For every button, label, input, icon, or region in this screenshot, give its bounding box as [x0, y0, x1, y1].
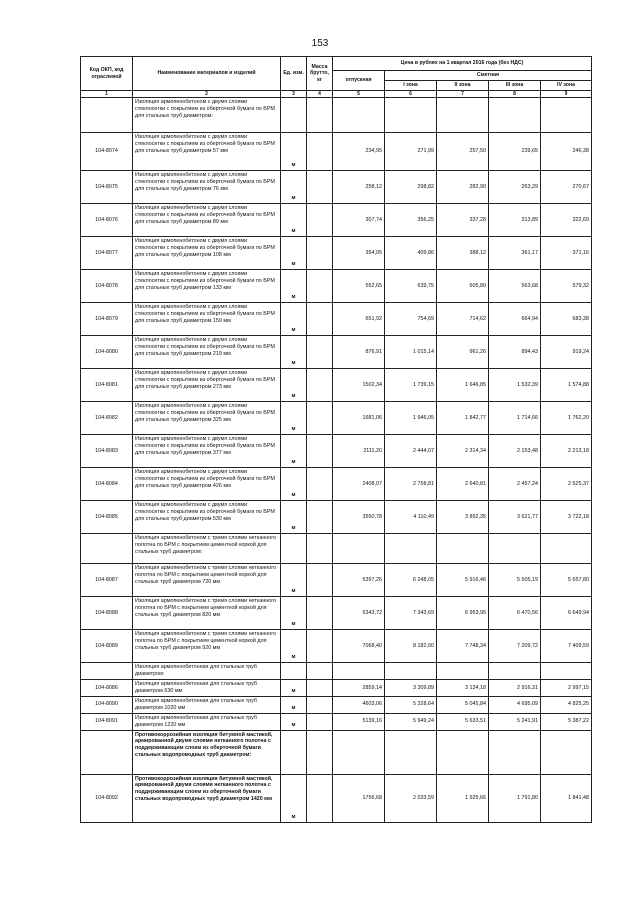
row-code: 104-8083	[81, 435, 133, 468]
row-code: 104-8088	[81, 597, 133, 630]
row-zone-1-price: 1 946,05	[385, 402, 437, 435]
row-release-price: 1681,06	[333, 402, 385, 435]
row-code: 104-8079	[81, 303, 133, 336]
row-zone-4-price: 579,32	[541, 270, 592, 303]
row-zone-4-price: 5 387,22	[541, 713, 592, 730]
table-row	[81, 336, 592, 369]
row-mass	[307, 336, 333, 369]
row-unit: м	[281, 336, 307, 369]
row-name: Изоляция армопенобетоном с двумя слоями стеклосетки с покрытием из оберточной бумаги по БРМ для стальных труб диаметром 530 мм	[133, 501, 281, 534]
row-zone-3-price: 263,29	[489, 171, 541, 204]
row-unit	[281, 730, 307, 774]
row-zone-4-price	[541, 98, 592, 133]
row-mass	[307, 171, 333, 204]
column-number: 1	[81, 91, 133, 98]
column-number: 7	[437, 91, 489, 98]
row-code: 104-8080	[81, 336, 133, 369]
table-row	[81, 730, 592, 774]
header-zone-4: IV зона	[541, 81, 592, 91]
row-zone-2-price: 3 892,35	[437, 501, 489, 534]
row-release-price: 2111,20	[333, 435, 385, 468]
table-row	[81, 171, 592, 204]
header-zone-3: III зона	[489, 81, 541, 91]
row-unit: м	[281, 680, 307, 697]
row-unit: м	[281, 303, 307, 336]
row-zone-4-price: 2 525,37	[541, 468, 592, 501]
row-release-price	[333, 534, 385, 564]
row-unit: м	[281, 435, 307, 468]
row-zone-1-price: 271,99	[385, 133, 437, 171]
header-code: Код ОКП, код отраслевой	[81, 57, 133, 91]
row-zone-3-price: 5 505,19	[489, 564, 541, 597]
table-row	[81, 680, 592, 697]
row-zone-1-price: 298,82	[385, 171, 437, 204]
row-release-price: 3550,78	[333, 501, 385, 534]
row-zone-4-price: 6 649,94	[541, 597, 592, 630]
row-unit: м	[281, 713, 307, 730]
row-release-price: 307,74	[333, 204, 385, 237]
row-mass	[307, 697, 333, 714]
row-mass	[307, 774, 333, 822]
row-zone-2-price: 961,26	[437, 336, 489, 369]
row-release-price: 1502,34	[333, 369, 385, 402]
row-zone-1-price: 2 033,59	[385, 774, 437, 822]
row-release-price: 876,91	[333, 336, 385, 369]
row-zone-1-price: 7 343,69	[385, 597, 437, 630]
row-zone-4-price: 7 409,59	[541, 630, 592, 663]
row-zone-1-price: 5 328,64	[385, 697, 437, 714]
row-zone-1-price: 2 444,07	[385, 435, 437, 468]
row-code: 104-8086	[81, 680, 133, 697]
header-price-title: Цена в рублях на 1 квартал 2016 года (без НДС)	[333, 57, 592, 71]
row-zone-3-price: 239,65	[489, 133, 541, 171]
row-release-price: 258,12	[333, 171, 385, 204]
row-zone-2-price	[437, 663, 489, 680]
row-zone-4-price: 1 574,88	[541, 369, 592, 402]
row-zone-1-price: 1 015,14	[385, 336, 437, 369]
row-release-price: 651,92	[333, 303, 385, 336]
table-row	[81, 501, 592, 534]
row-zone-3-price: 664,94	[489, 303, 541, 336]
column-number: 6	[385, 91, 437, 98]
row-zone-4-price	[541, 663, 592, 680]
row-release-price: 6343,72	[333, 597, 385, 630]
row-zone-4-price: 3 722,18	[541, 501, 592, 534]
row-code	[81, 663, 133, 680]
column-number: 8	[489, 91, 541, 98]
row-code: 104-8091	[81, 713, 133, 730]
row-name: Изоляция армопенобетоном с тремя слоями нетканного полотна по БРМ с покрытием цементной коркой для стальных труб диаметром:	[133, 534, 281, 564]
row-zone-2-price: 1 925,66	[437, 774, 489, 822]
row-code: 104-8084	[81, 468, 133, 501]
row-zone-4-price	[541, 730, 592, 774]
row-mass	[307, 730, 333, 774]
header-estimate: Сметная	[385, 71, 592, 81]
row-zone-4-price: 1 841,48	[541, 774, 592, 822]
row-mass	[307, 630, 333, 663]
row-mass	[307, 237, 333, 270]
row-zone-3-price: 4 695,09	[489, 697, 541, 714]
row-unit: м	[281, 774, 307, 822]
row-zone-2-price: 6 953,95	[437, 597, 489, 630]
row-unit: м	[281, 630, 307, 663]
row-zone-4-price: 5 657,80	[541, 564, 592, 597]
row-code: 104-8077	[81, 237, 133, 270]
row-zone-3-price: 6 470,56	[489, 597, 541, 630]
row-zone-3-price	[489, 730, 541, 774]
row-mass	[307, 663, 333, 680]
row-zone-2-price: 714,62	[437, 303, 489, 336]
row-mass	[307, 468, 333, 501]
row-name: Изоляция армопенобетоном с двумя слоями стеклосетки с покрытием из оберточной бумаги по БРМ для стальных труб диаметром 219 мм	[133, 336, 281, 369]
row-zone-4-price: 4 825,25	[541, 697, 592, 714]
row-zone-1-price: 2 758,81	[385, 468, 437, 501]
row-mass	[307, 597, 333, 630]
row-zone-2-price: 5 633,51	[437, 713, 489, 730]
row-zone-1-price: 754,69	[385, 303, 437, 336]
row-mass	[307, 303, 333, 336]
row-zone-2-price: 257,50	[437, 133, 489, 171]
row-name: Изоляция армопенобетоном с двумя слоями стеклосетки с покрытием из оберточной бумаги по БРМ для стальных труб диаметром 76 мм	[133, 171, 281, 204]
row-zone-2-price	[437, 730, 489, 774]
row-zone-2-price: 337,28	[437, 204, 489, 237]
table-row	[81, 774, 592, 822]
row-zone-3-price: 2 916,31	[489, 680, 541, 697]
table-row	[81, 468, 592, 501]
row-code: 104-8082	[81, 402, 133, 435]
row-code: 104-8078	[81, 270, 133, 303]
header-zone-2: II зона	[437, 81, 489, 91]
row-release-price	[333, 98, 385, 133]
row-zone-4-price: 683,38	[541, 303, 592, 336]
table-row	[81, 303, 592, 336]
column-number: 2	[133, 91, 281, 98]
row-release-price: 234,95	[333, 133, 385, 171]
price-table	[80, 56, 592, 823]
row-zone-3-price	[489, 663, 541, 680]
row-zone-1-price: 5 949,24	[385, 713, 437, 730]
row-name: Изоляция армопенобетонная для стальных труб диаметром 1220 мм	[133, 713, 281, 730]
row-code: 104-8089	[81, 630, 133, 663]
row-zone-2-price: 7 748,34	[437, 630, 489, 663]
table-row	[81, 133, 592, 171]
row-zone-3-price: 1 791,80	[489, 774, 541, 822]
row-name: Изоляция армопенобетоном с двумя слоями стеклосетки с покрытием из оберточной бумаги по БРМ для стальных труб диаметром 426 мм	[133, 468, 281, 501]
row-zone-4-price: 371,16	[541, 237, 592, 270]
row-zone-4-price: 2 997,15	[541, 680, 592, 697]
row-zone-1-price: 8 182,60	[385, 630, 437, 663]
header-zone-1: I зона	[385, 81, 437, 91]
table-row	[81, 663, 592, 680]
table-row	[81, 697, 592, 714]
row-unit	[281, 663, 307, 680]
row-zone-3-price	[489, 98, 541, 133]
column-number-row	[81, 91, 592, 98]
table-row	[81, 713, 592, 730]
row-code: 104-8090	[81, 697, 133, 714]
row-code: 104-8076	[81, 204, 133, 237]
row-zone-3-price: 5 241,91	[489, 713, 541, 730]
row-zone-1-price	[385, 98, 437, 133]
row-code: 104-8085	[81, 501, 133, 534]
row-release-price: 4603,06	[333, 697, 385, 714]
row-name: Изоляция армопенобетоном с двумя слоями стеклосетки с покрытием из оберточной бумаги по БРМ для стальных труб диаметром 133 мм	[133, 270, 281, 303]
column-number: 3	[281, 91, 307, 98]
row-unit: м	[281, 402, 307, 435]
row-zone-3-price: 894,43	[489, 336, 541, 369]
table-header	[81, 57, 592, 98]
row-name: Изоляция армопенобетоном с двумя слоями стеклосетки с покрытием из оберточной бумаги по БРМ для стальных труб диаметром 325 мм	[133, 402, 281, 435]
row-release-price: 2408,07	[333, 468, 385, 501]
table-row	[81, 630, 592, 663]
header-release: отпускная	[333, 71, 385, 91]
row-zone-3-price	[489, 534, 541, 564]
row-name: Изоляция армопенобетоном с тремя слоями нетканного полотна по БРМ с покрытием цементной коркой для стальных труб диаметром 820 мм	[133, 597, 281, 630]
row-release-price	[333, 730, 385, 774]
row-zone-3-price: 313,89	[489, 204, 541, 237]
table-row	[81, 237, 592, 270]
row-name: Изоляция армопенобетоном с тремя слоями нетканного полотна по БРМ с покрытием цементной коркой для стальных труб диаметром 720 мм	[133, 564, 281, 597]
row-unit: м	[281, 369, 307, 402]
header-unit: Ед. изм.	[281, 57, 307, 91]
table-row	[81, 435, 592, 468]
row-zone-2-price: 282,90	[437, 171, 489, 204]
row-unit: м	[281, 564, 307, 597]
row-zone-3-price: 2 457,24	[489, 468, 541, 501]
table-body	[81, 98, 592, 822]
row-zone-3-price: 3 621,77	[489, 501, 541, 534]
row-unit	[281, 98, 307, 133]
row-unit	[281, 534, 307, 564]
table-row	[81, 534, 592, 564]
row-mass	[307, 713, 333, 730]
header-name: Наименование материалов и изделий	[133, 57, 281, 91]
table-row	[81, 98, 592, 133]
row-zone-1-price	[385, 534, 437, 564]
column-number: 4	[307, 91, 333, 98]
row-zone-3-price: 1 714,66	[489, 402, 541, 435]
row-code	[81, 730, 133, 774]
row-release-price: 552,65	[333, 270, 385, 303]
row-zone-4-price: 270,67	[541, 171, 592, 204]
row-code: 104-8087	[81, 564, 133, 597]
row-zone-2-price	[437, 534, 489, 564]
header-mass: Масса брутто, кг	[307, 57, 333, 91]
row-release-price: 354,05	[333, 237, 385, 270]
row-zone-4-price	[541, 534, 592, 564]
row-mass	[307, 369, 333, 402]
row-code: 104-8081	[81, 369, 133, 402]
row-zone-4-price: 322,69	[541, 204, 592, 237]
row-release-price	[333, 663, 385, 680]
row-zone-4-price: 919,24	[541, 336, 592, 369]
row-unit: м	[281, 597, 307, 630]
row-name: Изоляция армопенобетонная для стальных труб диаметром:	[133, 663, 281, 680]
row-name: Противокоррозийная изоляция битумной мастикой, армированной двумя слоями нетканного полотна с поддерживающим слоем из оберточной бумаги стальных водопроводных труб диаметром 1420 мм	[133, 774, 281, 822]
row-mass	[307, 435, 333, 468]
row-release-price: 5139,16	[333, 713, 385, 730]
table-row	[81, 204, 592, 237]
row-name: Противокоррозийная изоляция битумной мастикой, армированной двумя слоями нетканного полотна с поддерживающим слоем из оберточной бумаги стальных водопроводных труб диаметром:	[133, 730, 281, 774]
row-unit: м	[281, 697, 307, 714]
row-code: 104-8074	[81, 133, 133, 171]
row-mass	[307, 98, 333, 133]
row-zone-4-price: 2 213,18	[541, 435, 592, 468]
row-zone-2-price: 2 640,81	[437, 468, 489, 501]
row-release-price: 5397,26	[333, 564, 385, 597]
table-row	[81, 402, 592, 435]
row-zone-2-price	[437, 98, 489, 133]
row-zone-1-price: 6 248,05	[385, 564, 437, 597]
row-zone-2-price: 1 842,77	[437, 402, 489, 435]
row-zone-4-price: 1 762,20	[541, 402, 592, 435]
row-code	[81, 534, 133, 564]
row-unit: м	[281, 204, 307, 237]
row-zone-2-price: 5 045,84	[437, 697, 489, 714]
page-number: 153	[311, 38, 329, 49]
row-zone-3-price: 1 532,39	[489, 369, 541, 402]
row-mass	[307, 680, 333, 697]
row-zone-2-price: 5 916,46	[437, 564, 489, 597]
row-unit: м	[281, 270, 307, 303]
row-code: 104-8092	[81, 774, 133, 822]
row-zone-2-price: 2 314,34	[437, 435, 489, 468]
row-zone-3-price: 361,17	[489, 237, 541, 270]
row-zone-1-price	[385, 663, 437, 680]
row-zone-1-price: 4 110,49	[385, 501, 437, 534]
row-name: Изоляция армопенобетоном с двумя слоями стеклосетки с покрытием из оберточной бумаги по БРМ для стальных труб диаметром 57 мм	[133, 133, 281, 171]
row-zone-3-price: 2 153,48	[489, 435, 541, 468]
row-mass	[307, 402, 333, 435]
table-row	[81, 564, 592, 597]
row-name: Изоляция армопенобетоном с двумя слоями стеклосетки с покрытием из оберточной бумаги по БРМ для стальных труб диаметром 273 мм	[133, 369, 281, 402]
row-zone-1-price: 3 309,89	[385, 680, 437, 697]
row-unit: м	[281, 468, 307, 501]
table-row	[81, 369, 592, 402]
row-name: Изоляция армопенобетоном с двумя слоями стеклосетки с покрытием из оберточной бумаги по БРМ для стальных труб диаметром 89 мм	[133, 204, 281, 237]
row-zone-1-price: 639,75	[385, 270, 437, 303]
row-unit: м	[281, 501, 307, 534]
row-code	[81, 98, 133, 133]
row-name: Изоляция армопенобетонная для стальных труб диаметром 1020 мм	[133, 697, 281, 714]
row-zone-1-price	[385, 730, 437, 774]
row-mass	[307, 564, 333, 597]
row-zone-2-price: 1 646,85	[437, 369, 489, 402]
row-zone-2-price: 388,12	[437, 237, 489, 270]
row-zone-3-price: 7 209,72	[489, 630, 541, 663]
row-zone-2-price: 3 134,18	[437, 680, 489, 697]
row-release-price: 2859,14	[333, 680, 385, 697]
row-name: Изоляция армопенобетоном с двумя слоями стеклосетки с покрытием из оберточной бумаги по БРМ для стальных труб диаметром:	[133, 98, 281, 133]
row-code: 104-8075	[81, 171, 133, 204]
row-release-price: 7068,40	[333, 630, 385, 663]
row-name: Изоляция армопенобетоном с тремя слоями нетканного полотна по БРМ с покрытием цементной коркой для стальных труб диаметром 920 мм	[133, 630, 281, 663]
row-zone-4-price: 246,38	[541, 133, 592, 171]
row-zone-1-price: 409,86	[385, 237, 437, 270]
row-mass	[307, 133, 333, 171]
column-number: 5	[333, 91, 385, 98]
row-mass	[307, 270, 333, 303]
row-release-price: 1756,68	[333, 774, 385, 822]
row-mass	[307, 204, 333, 237]
row-name: Изоляция армопенобетоном с двумя слоями стеклосетки с покрытием из оберточной бумаги по БРМ для стальных труб диаметром 108 мм	[133, 237, 281, 270]
row-unit: м	[281, 133, 307, 171]
row-unit: м	[281, 171, 307, 204]
row-name: Изоляция армопенобетоном с двумя слоями стеклосетки с покрытием из оберточной бумаги по БРМ для стальных труб диаметром 377 мм	[133, 435, 281, 468]
row-name: Изоляция армопенобетонная для стальных труб диаметром 630 мм	[133, 680, 281, 697]
table-row	[81, 270, 592, 303]
row-mass	[307, 534, 333, 564]
row-zone-2-price: 605,80	[437, 270, 489, 303]
row-name: Изоляция армопенобетоном с двумя слоями стеклосетки с покрытием из оберточной бумаги по БРМ для стальных труб диаметром 159 мм	[133, 303, 281, 336]
row-zone-1-price: 356,25	[385, 204, 437, 237]
table-row	[81, 597, 592, 630]
row-unit: м	[281, 237, 307, 270]
row-zone-3-price: 563,68	[489, 270, 541, 303]
row-mass	[307, 501, 333, 534]
row-zone-1-price: 1 739,15	[385, 369, 437, 402]
column-number: 9	[541, 91, 592, 98]
